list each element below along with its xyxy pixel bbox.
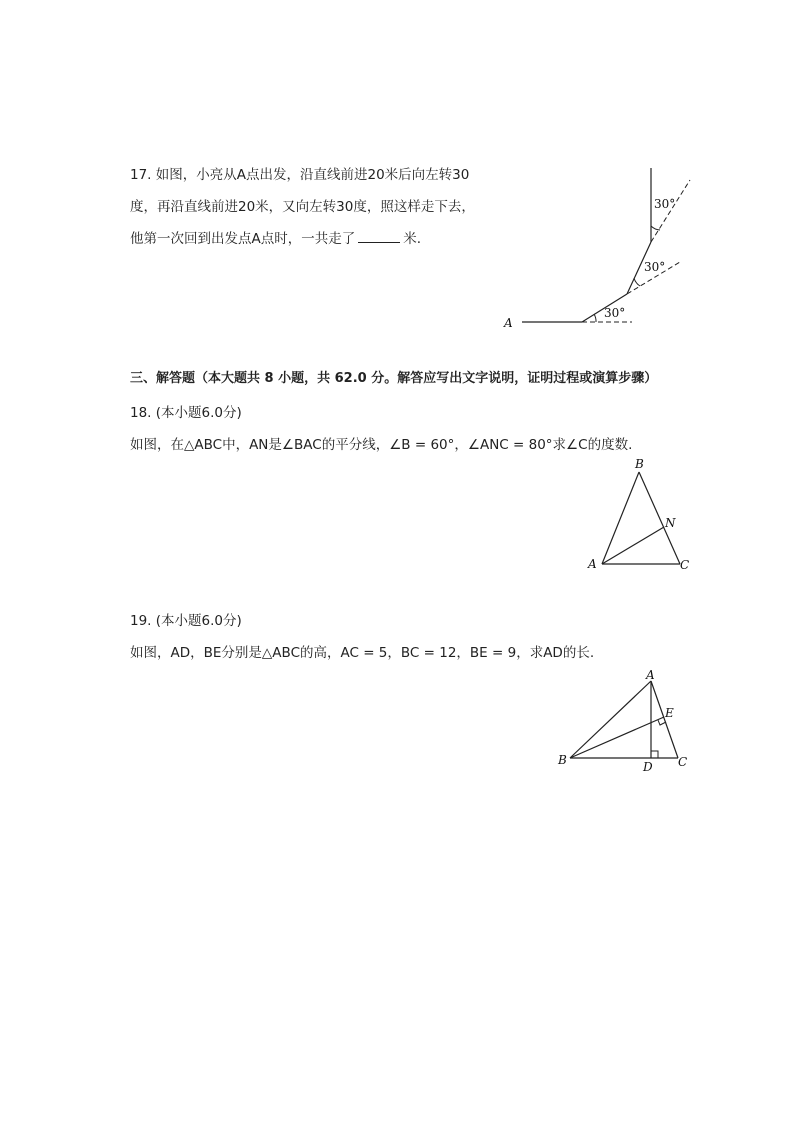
q17-angle-arc-1 [594,314,596,322]
q17-angle-label-2: 30° [644,260,666,274]
q17-line-2: 度，再沿直线前进20米，又向左转30度，照这样走下去， [130,199,475,215]
q19-side-ab [570,681,651,758]
q19-text: 如图，AD，BE分别是△ABC的高，AC = 5，BC = 12，BE = 9，求AD的长. [130,645,595,661]
q17-line-3-text: 他第一次回到出发点A点时，一共走了 [130,231,356,247]
q17-line-3-unit: 米. [403,231,422,247]
q18-figure [585,455,725,580]
q17-line-1: 17. 如图，小亮从A点出发，沿直线前进20米后向左转30 [130,167,470,183]
q19-altitude-be [570,717,664,758]
q19-label-b: B [558,753,567,767]
q17-line-3 [130,230,421,248]
q17-angle-arc-3 [651,226,660,230]
q17-angle-label-3: 30° [654,197,676,211]
q18-label-a: A [588,557,597,571]
q19-figure [555,668,705,778]
q18-label-c: C [680,558,690,572]
q17-dash-3 [651,180,690,242]
q18-header: 18. (本小题6.0分) [130,405,242,421]
q19-label-a: A [646,668,655,682]
q17-angle-arc-2 [634,278,640,286]
q18-label-n: N [665,516,676,530]
q18-label-b: B [635,457,644,471]
q17-figure [500,160,700,335]
q18-bisector-an [602,527,664,564]
q18-text: 如图，在△ABC中，AN是∠BAC的平分线，∠B = 60°，∠ANC = 80°求∠C的度数. [130,437,633,453]
q19-right-angle-d [651,751,658,758]
q18-side-ab [602,472,639,564]
q19-label-e: E [665,706,674,720]
q17-label-a: A [504,316,513,330]
q17-angle-label-1: 30° [604,306,626,320]
q19-label-c: C [678,755,688,769]
section-3-title: 三、解答题（本大题共 8 小题，共 62.0 分。解答应写出文字说明，证明过程或演算步骤） [130,371,658,386]
answer-blank[interactable] [358,230,400,243]
q19-header: 19. (本小题6.0分) [130,613,242,629]
q19-label-d: D [643,760,653,774]
